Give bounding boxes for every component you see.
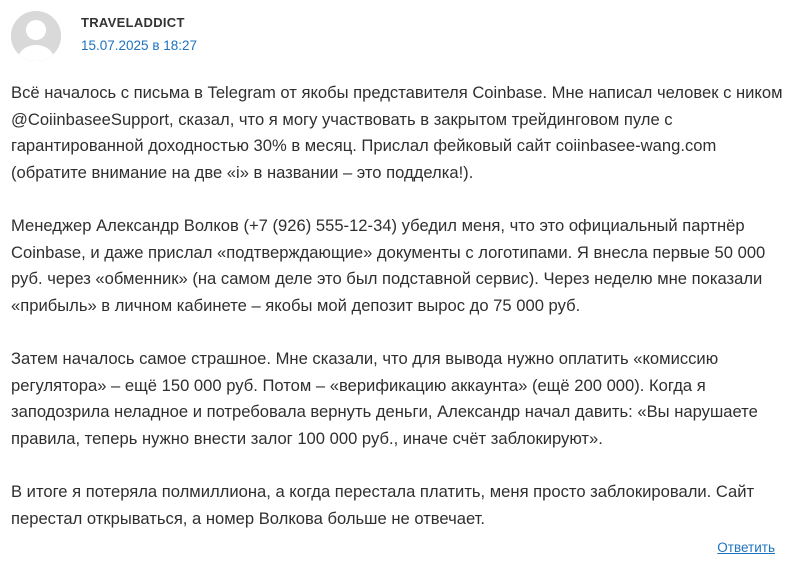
comment-paragraph: Менеджер Александр Волков (+7 (926) 555-12-34) убедил меня, что это официальный партнёр Coinbase, и даже прислал «подтверждающие» документы с логотипами. Я внесла первые 50 000 руб. через «обменник» (на самом деле это был подставной сервис). Через неделю мне показали «прибыль» в личном кабинете – якобы мой депозит вырос до 75 000 руб. xyxy=(11,216,766,315)
comment-author: TRAVELADDICT xyxy=(81,15,185,30)
comment-date-link[interactable]: 15.07.2025 в 18:27 xyxy=(81,38,198,53)
comment-paragraph: В итоге я потеряла полмиллиона, а когда перестала платить, меня просто заблокировали. Сайт перестал открываться, а номер Волкова больше не отвечает. xyxy=(11,482,755,528)
comment-paragraph: Затем началось самое страшное. Мне сказали, что для вывода нужно оплатить «комиссию регулятора» – ещё 150 000 руб. Потом – «верификацию аккаунта» (ещё 200 000). Когда я заподозрила неладное и потребовала вернуть деньги, Александр начал давить: «Вы нарушаете правила, теперь нужно внести залог 100 000 руб., иначе счёт заблокируют». xyxy=(11,349,758,448)
reply-link[interactable]: Ответить xyxy=(717,540,775,555)
comment-body xyxy=(11,80,786,559)
comment-paragraph: Всё началось с письма в Telegram от якобы представителя Coinbase. Мне написал человек с ником @CoiinbaseeSupport, сказал, что я могу участвовать в закрытом трейдинговом пуле с гарантированной доходностью 30% в месяц. Прислал фейковый сайт coiinbasee-wang.com (обратите внимание на две «i» в названии – это подделка!). xyxy=(11,83,783,182)
user-silhouette-icon xyxy=(11,11,61,61)
avatar xyxy=(11,11,61,61)
